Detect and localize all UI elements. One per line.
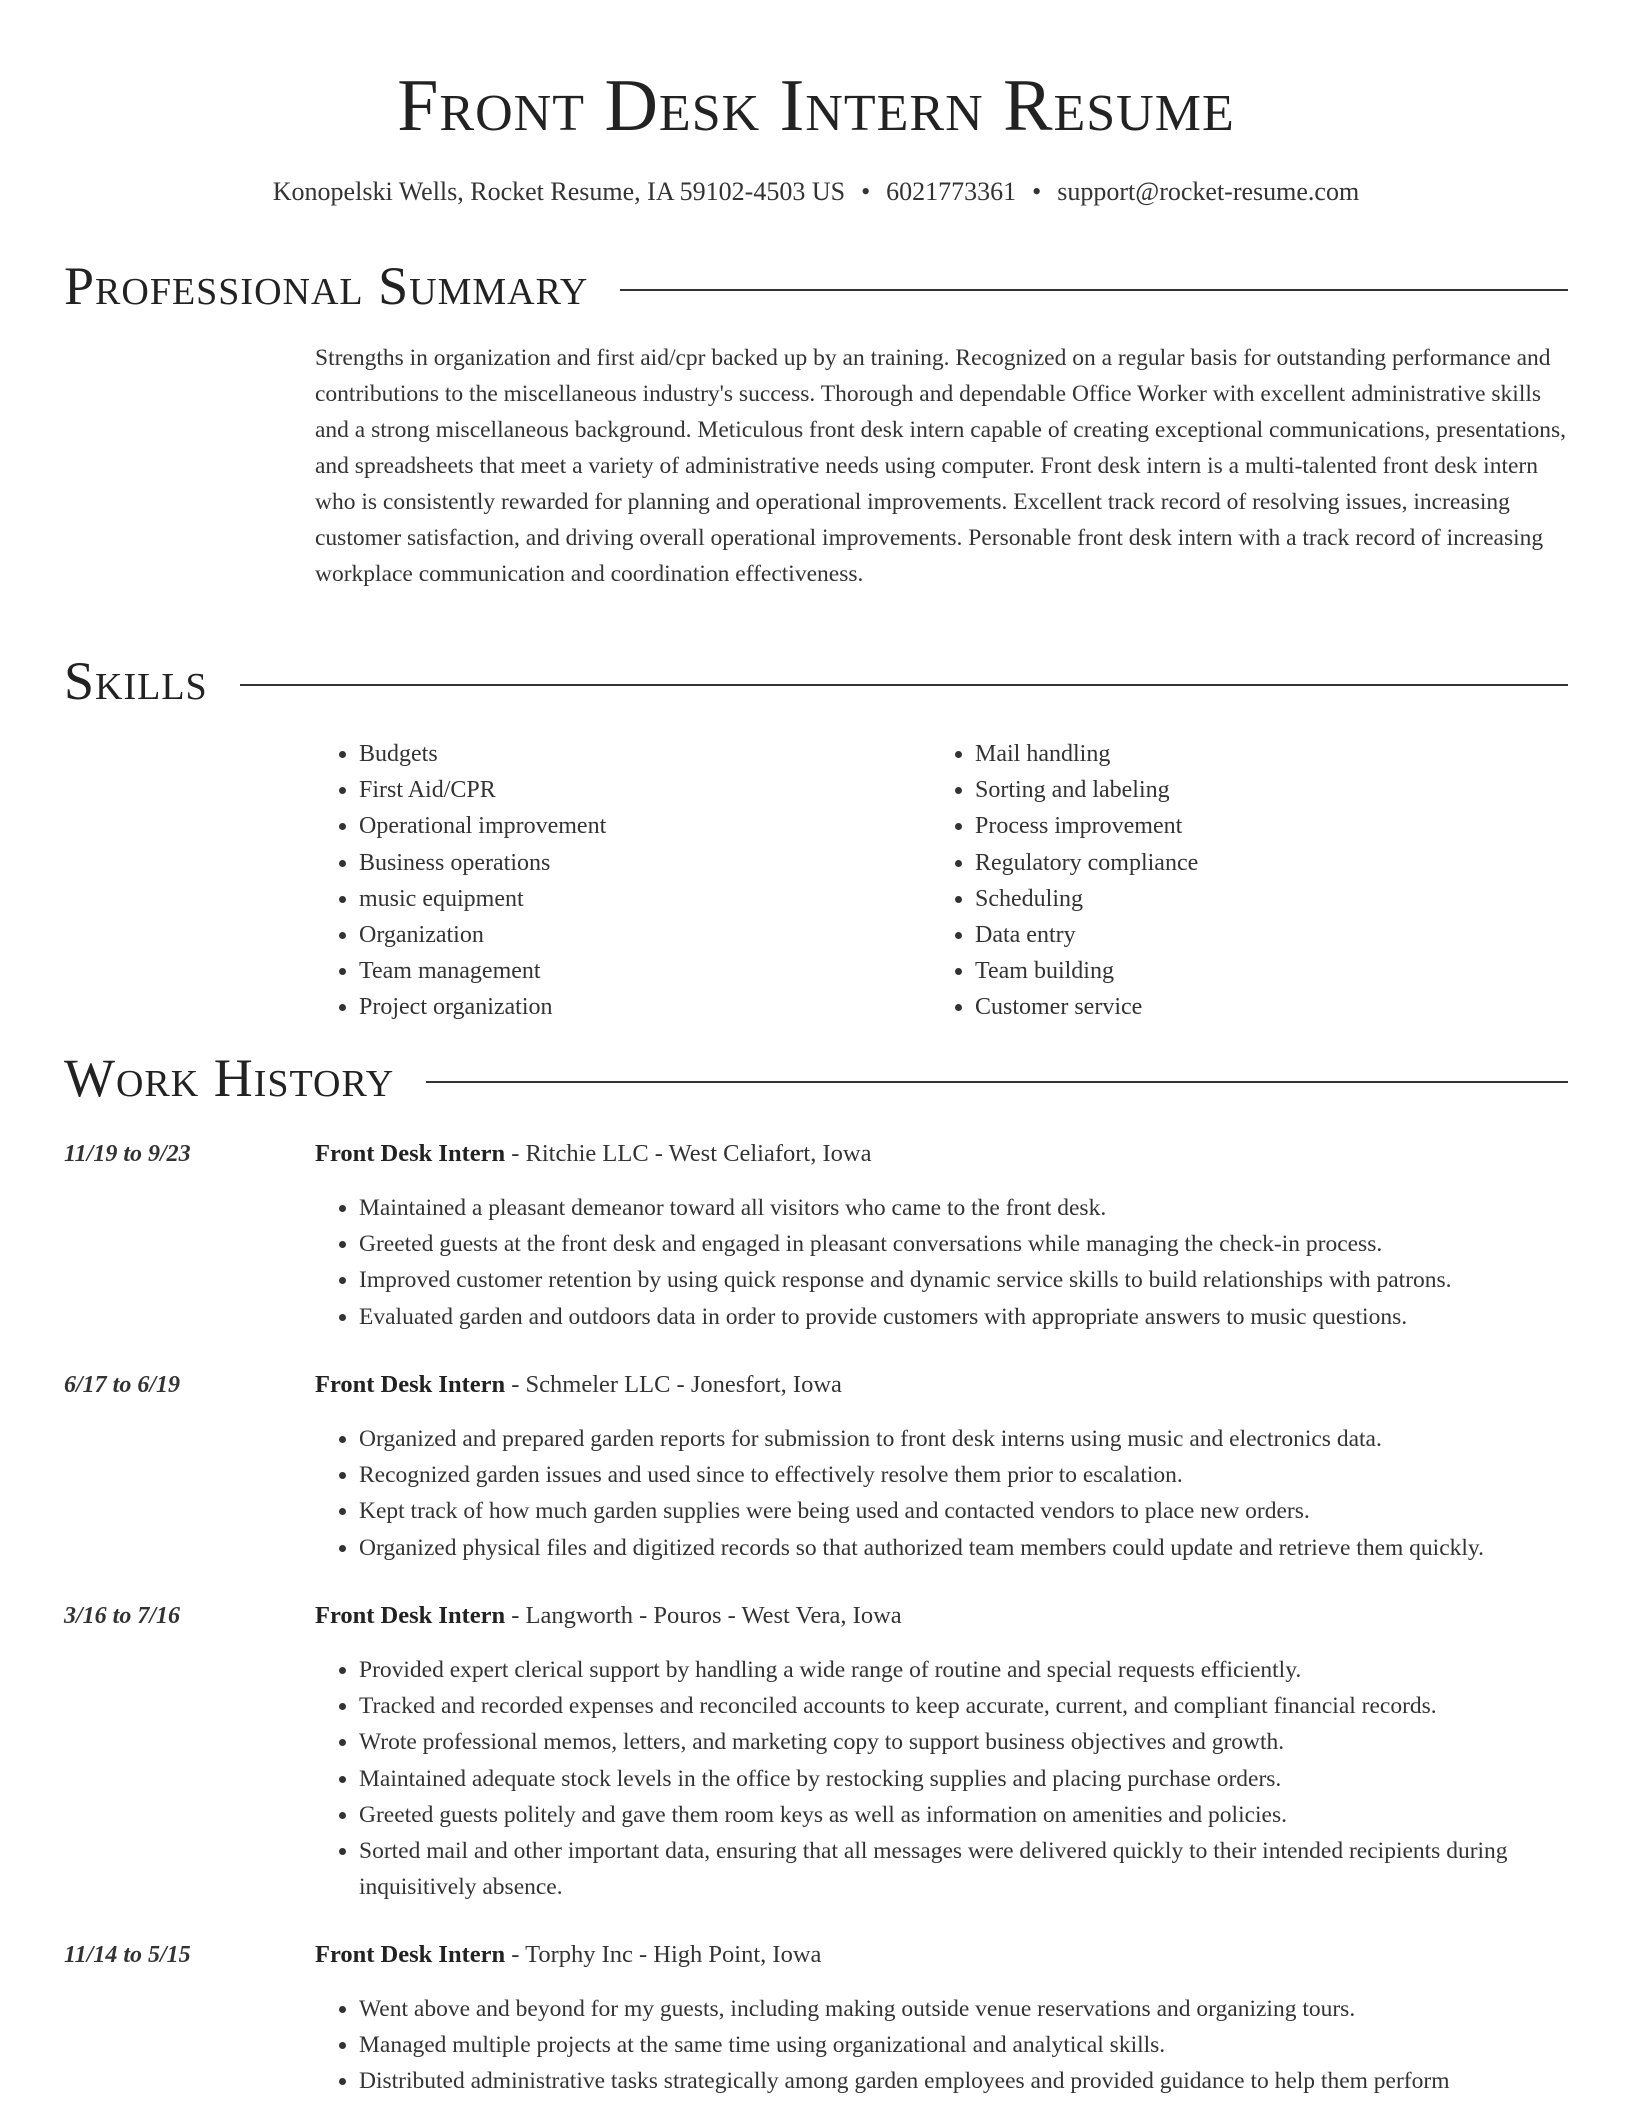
contact-phone: 6021773361 xyxy=(886,177,1017,206)
job-bullet: • Recognized garden issues and used since to effectively resolve them prior to escalation. xyxy=(359,1457,1572,1493)
job-bullets xyxy=(315,1190,1572,1335)
skill-item: • Regulatory compliance xyxy=(975,845,1535,881)
job-bullet: • Greeted guests politely and gave them room keys as well as information on amenities and policies. xyxy=(359,1797,1572,1833)
job-role: Front Desk Intern xyxy=(315,1602,506,1629)
job-role: Front Desk Intern xyxy=(315,1140,506,1167)
job-employer: - Schmeler LLC - Jonesfort, Iowa xyxy=(505,1371,842,1398)
job-employer: - Ritchie LLC - West Celiafort, Iowa xyxy=(505,1140,872,1167)
job-bullet: • Improved customer retention by using quick response and dynamic service skills to build relationships with patrons. xyxy=(359,1262,1572,1298)
job-employer: - Langworth - Pouros - West Vera, Iowa xyxy=(505,1602,902,1629)
section-header-summary xyxy=(64,254,1568,318)
skill-item: • First Aid/CPR xyxy=(359,772,919,808)
section-divider xyxy=(426,1081,1568,1083)
contact-address: Konopelski Wells, Rocket Resume, IA 59102-4503 US xyxy=(272,177,846,206)
summary-text: Strengths in organization and first aid/cpr backed up by an training. Recognized on a regular basis for outstanding performance and contributions to the miscellaneous industry's success. Thorough and dependable Office Worker with excellent administrative skills and a strong miscellaneous background. Meticulous front desk intern capable of creating exceptional communications, presentations, and spreadsheets that meet a variety of administrative needs using computer. Front desk intern is a multi-talented front desk intern who is consistently rewarded for planning and operational improvements. Excellent track record of resolving issues, increasing customer satisfaction, and driving overall operational improvements. Personable front desk intern with a track record of increasing workplace communication and coordination effectiveness. xyxy=(315,345,1566,587)
skill-item: • Customer service xyxy=(975,989,1535,1025)
skill-item: • Business operations xyxy=(359,845,919,881)
skills-list-left xyxy=(315,736,919,1026)
skill-item: • Organization xyxy=(359,917,919,953)
job-role: Front Desk Intern xyxy=(315,1371,506,1398)
job-dates: 11/19 to 9/23 xyxy=(64,1141,191,1167)
section-header-work-history xyxy=(64,1046,1568,1110)
resume-title: Front Desk Intern Resume xyxy=(397,65,1235,147)
skill-item: • Budgets xyxy=(359,736,919,772)
job-heading xyxy=(315,1598,902,1634)
job-bullet: • Tracked and recorded expenses and reconciled accounts to keep accurate, current, and compliant financial records. xyxy=(359,1688,1572,1724)
skills-list-right xyxy=(931,736,1535,1026)
job-bullets xyxy=(315,1991,1572,2100)
section-title-skills: Skills xyxy=(64,651,208,711)
job-bullet: • Evaluated garden and outdoors data in order to provide customers with appropriate answers to music questions. xyxy=(359,1299,1572,1335)
job-bullet: • Sorted mail and other important data, ensuring that all messages were delivered quickly to their intended recipients during inquisitively absence. xyxy=(359,1833,1572,1905)
job-bullet: • Maintained a pleasant demeanor toward all visitors who came to the front desk. xyxy=(359,1190,1572,1226)
section-divider xyxy=(620,289,1568,291)
job-bullets xyxy=(315,1652,1572,1905)
job-heading xyxy=(315,1937,821,1973)
job-bullet: • Organized physical files and digitized records so that authorized team members could update and retrieve them quickly. xyxy=(359,1530,1572,1566)
section-divider xyxy=(240,684,1568,686)
job-bullet: • Provided expert clerical support by handling a wide range of routine and special requests efficiently. xyxy=(359,1652,1572,1688)
job-dates: 3/16 to 7/16 xyxy=(64,1603,181,1629)
skill-item: • Data entry xyxy=(975,917,1535,953)
skill-item: • Process improvement xyxy=(975,808,1535,844)
contact-line xyxy=(0,174,1632,210)
section-header-skills xyxy=(64,649,1568,713)
job-employer: - Torphy Inc - High Point, Iowa xyxy=(505,1941,822,1968)
job-bullet: • Wrote professional memos, letters, and marketing copy to support business objectives and growth. xyxy=(359,1724,1572,1760)
contact-separator: • xyxy=(1032,177,1042,206)
skill-item: • Operational improvement xyxy=(359,808,919,844)
job-bullets xyxy=(315,1421,1572,1566)
skill-item: • Team building xyxy=(975,953,1535,989)
section-title-summary: Professional Summary xyxy=(64,256,589,316)
contact-email: support@rocket-resume.com xyxy=(1057,177,1360,206)
job-dates: 11/14 to 5/15 xyxy=(64,1942,191,1968)
skill-item: • Mail handling xyxy=(975,736,1535,772)
job-bullet: • Went above and beyond for my guests, including making outside venue reservations and organizing tours. xyxy=(359,1991,1572,2027)
job-heading xyxy=(315,1367,842,1403)
skill-item: • Project organization xyxy=(359,989,919,1025)
job-dates: 6/17 to 6/19 xyxy=(64,1372,181,1398)
job-bullet: • Greeted guests at the front desk and engaged in pleasant conversations while managing the check-in process. xyxy=(359,1226,1572,1262)
skill-item: • Sorting and labeling xyxy=(975,772,1535,808)
job-bullet: • Managed multiple projects at the same time using organizational and analytical skills. xyxy=(359,2027,1572,2063)
section-title-work-history: Work History xyxy=(64,1048,395,1108)
contact-separator: • xyxy=(861,177,871,206)
job-bullet: • Distributed administrative tasks strategically among garden employees and provided guidance to help them perform xyxy=(359,2063,1572,2099)
job-bullet: • Maintained adequate stock levels in the office by restocking supplies and placing purchase orders. xyxy=(359,1761,1572,1797)
skill-item: • music equipment xyxy=(359,881,919,917)
job-bullet: • Kept track of how much garden supplies were being used and contacted vendors to place new orders. xyxy=(359,1493,1572,1529)
skill-item: • Team management xyxy=(359,953,919,989)
job-role: Front Desk Intern xyxy=(315,1941,506,1968)
job-heading xyxy=(315,1136,871,1172)
job-bullet: • Organized and prepared garden reports for submission to front desk interns using music and electronics data. xyxy=(359,1421,1572,1457)
skill-item: • Scheduling xyxy=(975,881,1535,917)
